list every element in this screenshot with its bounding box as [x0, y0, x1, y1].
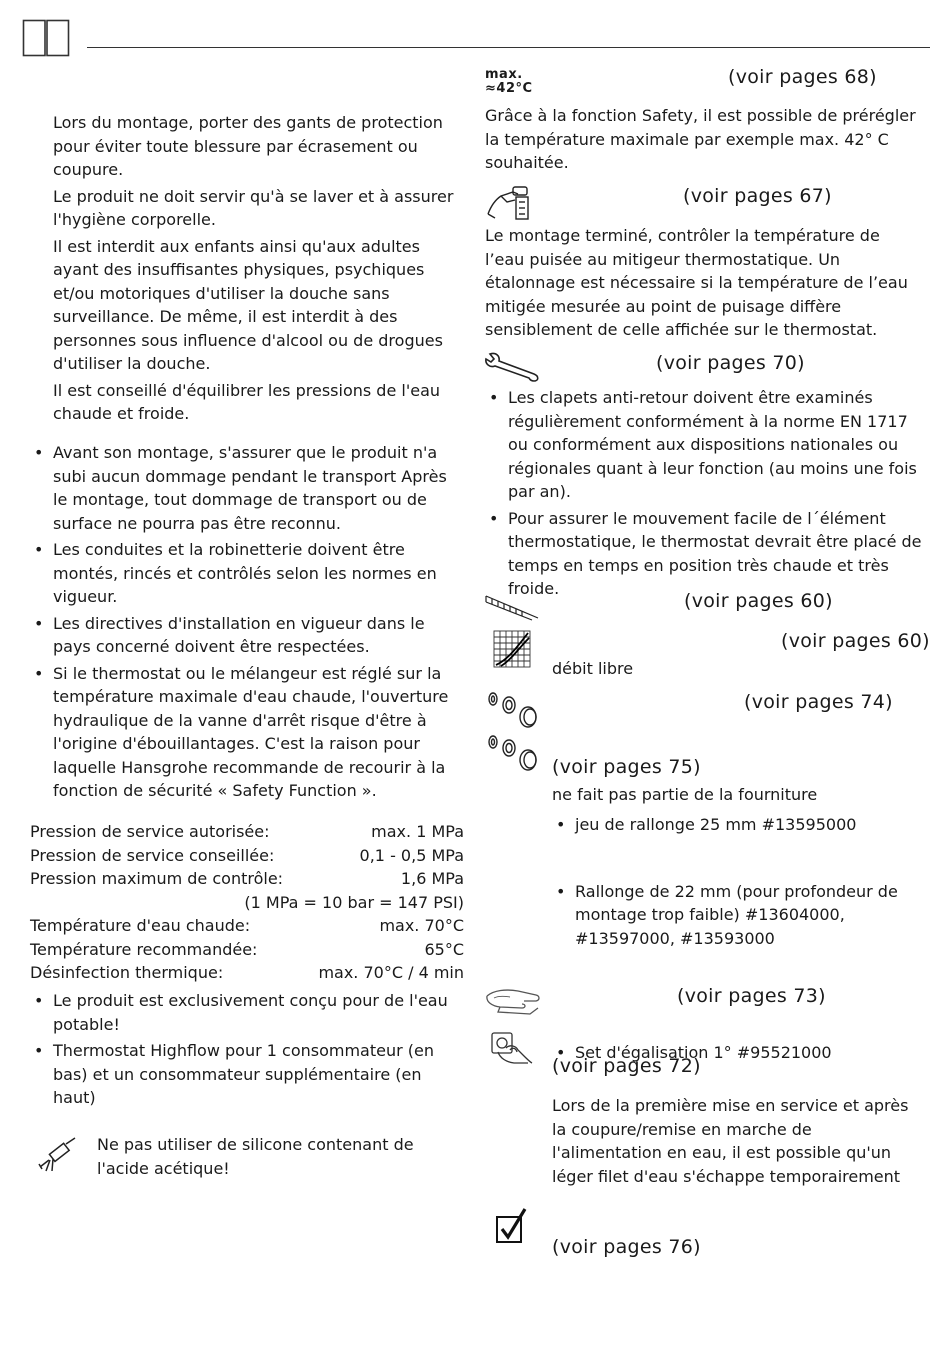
spec-row [30, 938, 464, 962]
spec-value: 1,6 MPa [400, 869, 464, 888]
spec-label: Pression de service conseillée: [30, 845, 275, 865]
accessory-item: • Set d'égalisation 1° #95521000 [552, 1041, 940, 1065]
spec-label: Pression maximum de contrôle: [30, 869, 284, 888]
maintenance-ref: (voir pages 70) [656, 352, 805, 374]
calibration-ref: (voir pages 67) [683, 185, 832, 207]
spec-label: Pression de service autorisée: [30, 822, 270, 841]
operation-text: Lors de la première mise en service et après la coupure/remise en marche de l'alimentation en eau, il est possible qu'un léger filet d'eau s'échappe temporairement [552, 1096, 909, 1186]
silicone-note: Ne pas utiliser de silicone contenant de l'acide acétique! [97, 1135, 414, 1178]
test-ref: (voir pages 76) [552, 1236, 701, 1258]
operating-hand-icon [488, 1030, 534, 1066]
maintenance-bullet: • Pour assurer le mouvement facile de l´élément thermostatique, le thermostat devrait être placé de temps en temps en position très chaude et très froide. [485, 507, 925, 601]
spec-value: max. 70°C / 4 min [318, 963, 464, 982]
flow-text: débit libre [552, 659, 634, 678]
temp-limit-icon [485, 68, 533, 96]
spec-notes [30, 989, 464, 1113]
temp-limit-line2: ≈42°C [485, 81, 533, 96]
silicone-gun-icon [36, 1135, 78, 1177]
spec-bullet: • Le produit est exclusivement conçu pour de l'eau potable! [30, 989, 464, 1036]
cleaning-hand-icon [484, 986, 542, 1018]
operation-ref: (voir pages 72) [552, 1055, 701, 1077]
safety-paragraph: Il est interdit aux enfants ainsi qu'aux adultes ayant des insuffisantes physiques, psychiques et/ou motoriques d'utiliser la douche sans surveillance. De même, il est interdit à des personnes sous influence d'alcool ou de drogues d'utiliser la douche. [53, 236, 443, 373]
spec-row [30, 820, 464, 844]
spec-label: Température d'eau chaude: [30, 916, 251, 935]
spec-row [30, 914, 464, 938]
checkmark-icon [495, 1207, 529, 1245]
temp-limit-line1: max. [485, 67, 523, 82]
spec-label: Désinfection thermique: [30, 963, 224, 982]
spec-bullet: • Thermostat Highflow pour 1 consommateur (en bas) et un consommateur supplémentaire (en haut) [30, 1039, 464, 1110]
install-bullet: • Avant son montage, s'assurer que le produit n'a subi aucun dommage pendant le transport Après le montage, tout dommage de transport ou de surface ne pourra pas être reconnu. [30, 441, 463, 535]
install-bullet: • Si le thermostat ou le mélangeur est réglé sur la température maximale d'eau chaude, l'ouverture hydraulique de la vanne d'arrêt risque d'être à l'origine d'ébouillantages. C'est la raison pour laquelle Hansgrohe recommande de recourir à la fonction de sécurité « Safety Function ». [30, 662, 463, 803]
specs-table [30, 820, 464, 985]
header-rule [87, 47, 930, 48]
thermometer-hand-icon [485, 184, 533, 224]
accessories-note: ne fait pas partie de la fourniture [552, 785, 818, 804]
dimensions-ref: (voir pages 60) [684, 590, 833, 612]
safety-text: Grâce à la fonction Safety, il est possible de prérégler la température maximale par exemple max. 42° C souhaitée. [485, 106, 916, 172]
parts-ref: (voir pages 74) [744, 691, 893, 713]
install-bullet: • Les conduites et la robinetterie doivent être montés, rincés et contrôlés selon les normes en vigueur. [30, 538, 463, 609]
calibration-text: Le montage terminé, contrôler la température de l’eau puisée au mitigeur thermostatique. Un étalonnage est nécessaire si la température de l’eau mitigée mesurée au point de puisage diffère sensiblement de celle affichée sur le thermostat. [485, 226, 908, 339]
maintenance-bullets [485, 386, 925, 604]
spec-value: 0,1 - 0,5 MPa [359, 845, 464, 865]
spec-value: 65°C [424, 939, 464, 959]
spare-parts-icon [486, 690, 542, 730]
install-bullet: • Les directives d'installation en vigueur dans le pays concerné doivent être respectées. [30, 612, 463, 659]
safety-ref: (voir pages 68) [728, 66, 877, 88]
accessories-ref: (voir pages 75) [552, 756, 701, 778]
safety-section [53, 111, 463, 429]
spec-row [30, 867, 464, 891]
wrench-icon [484, 350, 542, 384]
flow-ref: (voir pages 60) [781, 630, 930, 652]
safety-paragraph: Le produit ne doit servir qu'à se laver et à assurer l'hygiène corporelle. [53, 186, 454, 229]
cleaning-ref: (voir pages 73) [677, 985, 826, 1007]
accessory-item: • Rallonge de 22 mm (pour profondeur de montage trop faible) #13604000, #13597000, #13593000 [552, 880, 940, 951]
book-icon [22, 19, 70, 57]
spare-parts-icon [486, 733, 542, 773]
spec-row [30, 961, 464, 985]
spec-row-conversion: (1 MPa = 10 bar = 147 PSI) [244, 892, 464, 912]
accessory-item: • jeu de rallonge 25 mm #13595000 [552, 813, 940, 837]
spec-row [30, 844, 464, 868]
safety-paragraph: Il est conseillé d'équilibrer les pressions de l'eau chaude et froide. [53, 380, 441, 423]
spec-value: max. 70°C [379, 916, 464, 935]
ruler-icon [484, 592, 540, 622]
safety-paragraph: Lors du montage, porter des gants de protection pour éviter toute blessure par écrasement ou coupure. [53, 113, 443, 179]
flow-diagram-icon [493, 630, 531, 668]
install-section [30, 441, 463, 806]
spec-value: max. 1 MPa [371, 822, 464, 841]
maintenance-bullet: • Les clapets anti-retour doivent être examinés régulièrement conformément à la norme EN 1717 ou conformément aux dispositions nationales ou régionales quant à leur fonction (au moins une fois par an). [485, 386, 925, 504]
spec-label: Température recommandée: [30, 939, 258, 959]
